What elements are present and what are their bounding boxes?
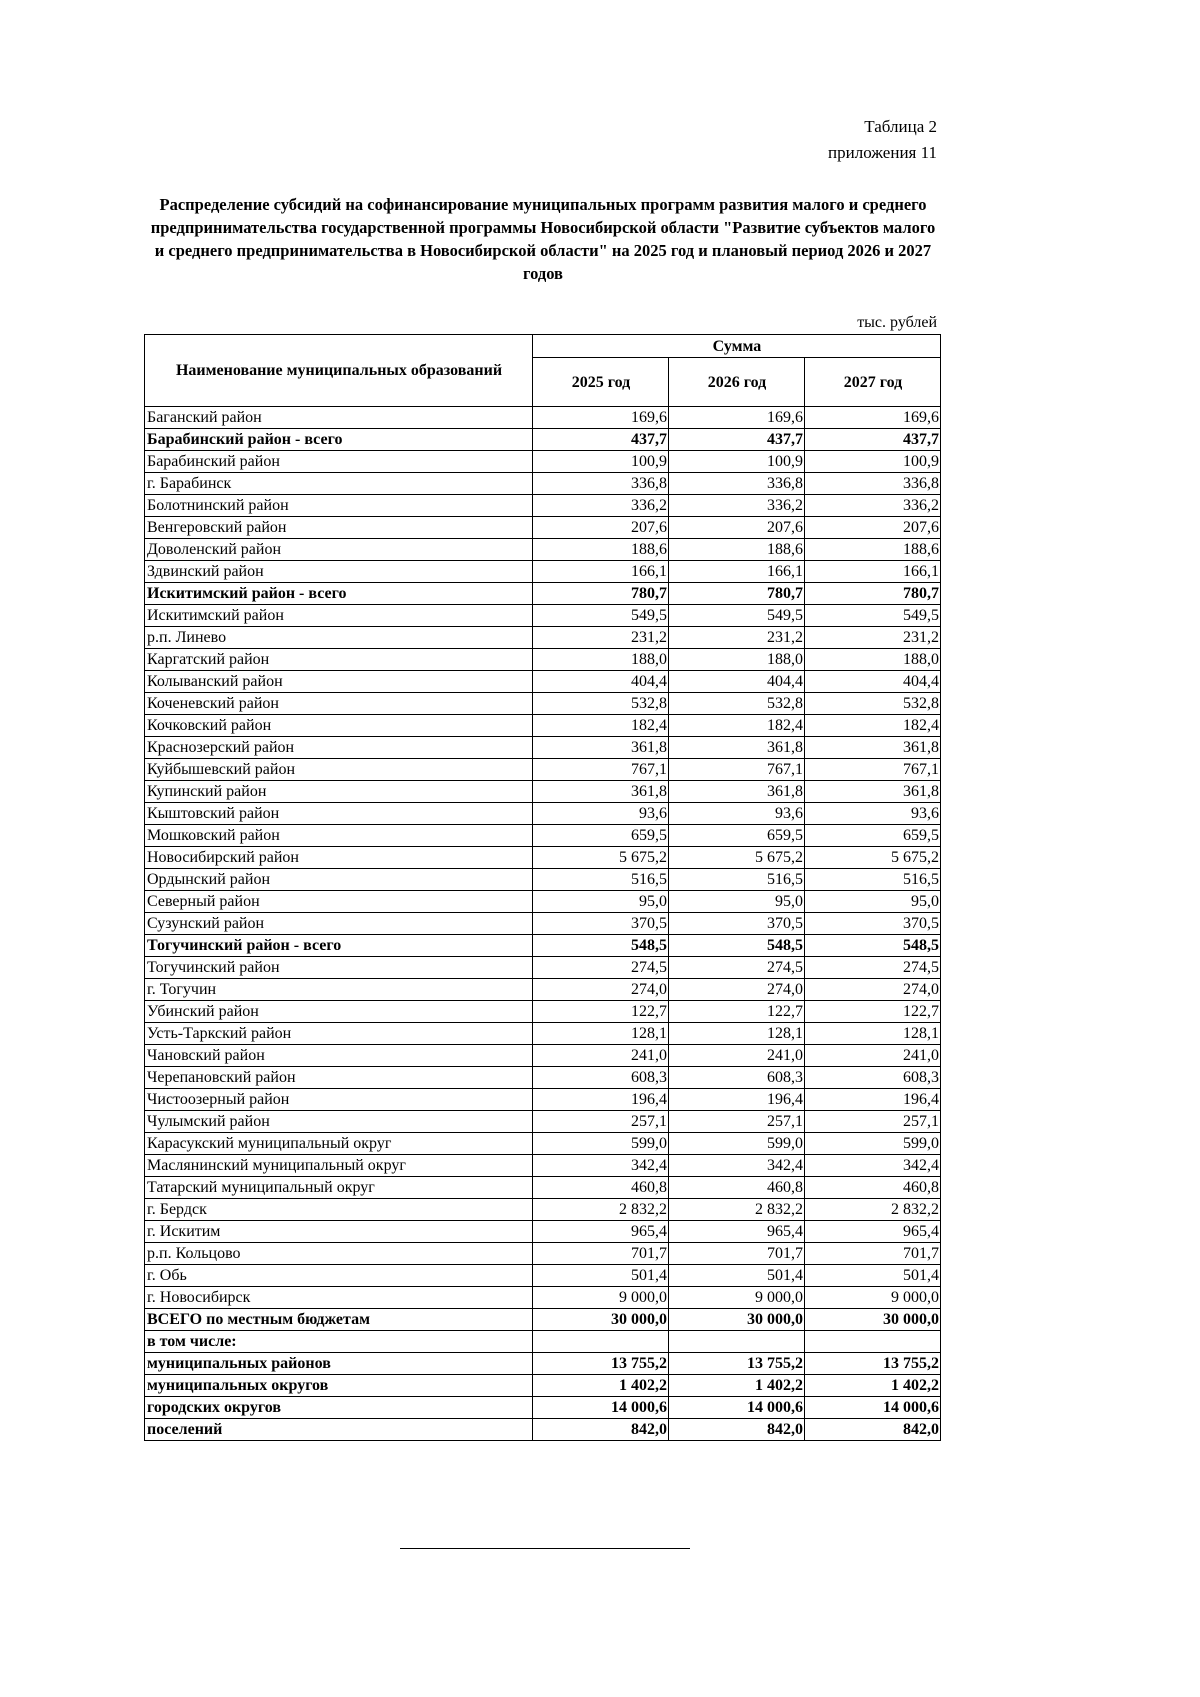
table-row xyxy=(145,473,941,495)
row-value-cell: 30 000,0 xyxy=(669,1309,805,1331)
table-row xyxy=(145,825,941,847)
closing-rule xyxy=(400,1548,690,1549)
row-value-cell: 128,1 xyxy=(669,1023,805,1045)
row-name-cell: Мошковский район xyxy=(145,825,533,847)
row-value-cell: 548,5 xyxy=(533,935,669,957)
table-row xyxy=(145,671,941,693)
table-row xyxy=(145,1287,941,1309)
table-row xyxy=(145,957,941,979)
row-value-cell: 336,2 xyxy=(669,495,805,517)
table-row xyxy=(145,649,941,671)
row-value-cell: 548,5 xyxy=(805,935,941,957)
table-row xyxy=(145,583,941,605)
row-name-cell: поселений xyxy=(145,1419,533,1441)
row-value-cell: 516,5 xyxy=(669,869,805,891)
row-value-cell: 30 000,0 xyxy=(533,1309,669,1331)
row-value-cell: 532,8 xyxy=(669,693,805,715)
table-row xyxy=(145,759,941,781)
row-value-cell: 599,0 xyxy=(805,1133,941,1155)
row-name-cell: Коченевский район xyxy=(145,693,533,715)
row-name-cell: Доволенский район xyxy=(145,539,533,561)
column-header-year: 2027 год xyxy=(805,358,941,407)
row-value-cell: 30 000,0 xyxy=(805,1309,941,1331)
row-value-cell: 460,8 xyxy=(669,1177,805,1199)
row-name-cell: Каргатский район xyxy=(145,649,533,671)
row-value-cell: 608,3 xyxy=(669,1067,805,1089)
row-value-cell: 767,1 xyxy=(533,759,669,781)
row-name-cell: Чановский район xyxy=(145,1045,533,1067)
row-name-cell: муниципальных районов xyxy=(145,1353,533,1375)
row-name-cell: Новосибирский район xyxy=(145,847,533,869)
row-value-cell: 274,0 xyxy=(533,979,669,1001)
row-value-cell xyxy=(533,1331,669,1353)
row-value-cell: 188,6 xyxy=(669,539,805,561)
table-row xyxy=(145,1111,941,1133)
row-value-cell: 95,0 xyxy=(805,891,941,913)
row-name-cell: в том числе: xyxy=(145,1331,533,1353)
row-value-cell: 599,0 xyxy=(669,1133,805,1155)
row-value-cell: 965,4 xyxy=(669,1221,805,1243)
row-value-cell: 701,7 xyxy=(805,1243,941,1265)
row-name-cell: Сузунский район xyxy=(145,913,533,935)
row-value-cell: 701,7 xyxy=(669,1243,805,1265)
table-row xyxy=(145,693,941,715)
row-value-cell: 100,9 xyxy=(805,451,941,473)
row-name-cell: Тогучинский район xyxy=(145,957,533,979)
row-name-cell: Искитимский район - всего xyxy=(145,583,533,605)
row-name-cell: Ордынский район xyxy=(145,869,533,891)
row-value-cell: 2 832,2 xyxy=(533,1199,669,1221)
table-row xyxy=(145,517,941,539)
row-value-cell: 128,1 xyxy=(533,1023,669,1045)
row-value-cell: 842,0 xyxy=(805,1419,941,1441)
row-name-cell: Татарский муниципальный округ xyxy=(145,1177,533,1199)
table-row xyxy=(145,1067,941,1089)
row-value-cell: 965,4 xyxy=(805,1221,941,1243)
row-value-cell: 93,6 xyxy=(533,803,669,825)
row-value-cell xyxy=(805,1331,941,1353)
row-name-cell: Черепановский район xyxy=(145,1067,533,1089)
row-value-cell: 169,6 xyxy=(533,407,669,429)
row-value-cell: 767,1 xyxy=(669,759,805,781)
row-name-cell: Маслянинский муниципальный округ xyxy=(145,1155,533,1177)
table-row xyxy=(145,1331,941,1353)
row-value-cell: 196,4 xyxy=(805,1089,941,1111)
row-value-cell: 196,4 xyxy=(669,1089,805,1111)
row-value-cell: 608,3 xyxy=(533,1067,669,1089)
row-value-cell: 169,6 xyxy=(669,407,805,429)
row-value-cell: 1 402,2 xyxy=(533,1375,669,1397)
row-value-cell: 599,0 xyxy=(533,1133,669,1155)
row-value-cell: 361,8 xyxy=(533,781,669,803)
row-value-cell: 257,1 xyxy=(805,1111,941,1133)
row-value-cell: 370,5 xyxy=(533,913,669,935)
row-value-cell: 842,0 xyxy=(533,1419,669,1441)
row-value-cell: 241,0 xyxy=(669,1045,805,1067)
row-value-cell: 549,5 xyxy=(533,605,669,627)
row-name-cell: Барабинский район - всего xyxy=(145,429,533,451)
row-value-cell: 548,5 xyxy=(669,935,805,957)
table-row xyxy=(145,495,941,517)
row-value-cell: 659,5 xyxy=(805,825,941,847)
row-name-cell: г. Тогучин xyxy=(145,979,533,1001)
row-value-cell: 2 832,2 xyxy=(669,1199,805,1221)
row-value-cell: 1 402,2 xyxy=(669,1375,805,1397)
row-name-cell: Куйбышевский район xyxy=(145,759,533,781)
row-value-cell: 13 755,2 xyxy=(805,1353,941,1375)
table-row xyxy=(145,913,941,935)
table-row xyxy=(145,627,941,649)
row-name-cell: Тогучинский район - всего xyxy=(145,935,533,957)
row-value-cell: 336,2 xyxy=(533,495,669,517)
subsidy-table xyxy=(144,334,941,1441)
row-value-cell: 274,0 xyxy=(669,979,805,1001)
appendix-label: приложения 11 xyxy=(828,143,937,162)
row-value-cell: 188,0 xyxy=(533,649,669,671)
row-name-cell: Кыштовский район xyxy=(145,803,533,825)
table-body xyxy=(145,407,941,1441)
row-value-cell: 182,4 xyxy=(533,715,669,737)
row-name-cell: Венгеровский район xyxy=(145,517,533,539)
row-value-cell: 274,0 xyxy=(805,979,941,1001)
row-value-cell: 188,6 xyxy=(533,539,669,561)
row-value-cell: 404,4 xyxy=(805,671,941,693)
row-value-cell: 501,4 xyxy=(805,1265,941,1287)
table-row xyxy=(145,803,941,825)
row-value-cell: 780,7 xyxy=(669,583,805,605)
row-value-cell: 5 675,2 xyxy=(805,847,941,869)
row-name-cell: г. Бердск xyxy=(145,1199,533,1221)
table-row xyxy=(145,1419,941,1441)
row-name-cell: Убинский район xyxy=(145,1001,533,1023)
row-value-cell: 437,7 xyxy=(533,429,669,451)
row-value-cell: 965,4 xyxy=(533,1221,669,1243)
row-name-cell: г. Искитим xyxy=(145,1221,533,1243)
row-name-cell: Северный район xyxy=(145,891,533,913)
row-name-cell: г. Обь xyxy=(145,1265,533,1287)
table-row xyxy=(145,605,941,627)
row-value-cell: 13 755,2 xyxy=(533,1353,669,1375)
row-value-cell: 5 675,2 xyxy=(533,847,669,869)
row-value-cell: 767,1 xyxy=(805,759,941,781)
row-value-cell: 169,6 xyxy=(805,407,941,429)
table-header xyxy=(145,335,941,407)
table-row xyxy=(145,935,941,957)
row-name-cell: р.п. Линево xyxy=(145,627,533,649)
table-row xyxy=(145,1199,941,1221)
row-value-cell: 182,4 xyxy=(669,715,805,737)
row-value-cell: 361,8 xyxy=(805,781,941,803)
row-value-cell: 95,0 xyxy=(669,891,805,913)
table-row xyxy=(145,1309,941,1331)
table-row xyxy=(145,737,941,759)
table-row xyxy=(145,1221,941,1243)
table-row xyxy=(145,891,941,913)
column-header-year: 2025 год xyxy=(533,358,669,407)
row-value-cell: 274,5 xyxy=(533,957,669,979)
row-value-cell: 342,4 xyxy=(533,1155,669,1177)
row-value-cell: 5 675,2 xyxy=(669,847,805,869)
row-value-cell: 361,8 xyxy=(533,737,669,759)
row-value-cell: 122,7 xyxy=(533,1001,669,1023)
row-name-cell: Искитимский район xyxy=(145,605,533,627)
row-name-cell: г. Новосибирск xyxy=(145,1287,533,1309)
row-value-cell: 14 000,6 xyxy=(669,1397,805,1419)
row-value-cell: 780,7 xyxy=(805,583,941,605)
row-value-cell: 532,8 xyxy=(805,693,941,715)
table-row xyxy=(145,1133,941,1155)
row-value-cell: 166,1 xyxy=(805,561,941,583)
row-value-cell: 361,8 xyxy=(669,737,805,759)
row-name-cell: Усть-Таркский район xyxy=(145,1023,533,1045)
column-header-year: 2026 год xyxy=(669,358,805,407)
row-name-cell: Краснозерский район xyxy=(145,737,533,759)
row-value-cell: 93,6 xyxy=(805,803,941,825)
row-value-cell: 549,5 xyxy=(669,605,805,627)
row-value-cell: 608,3 xyxy=(805,1067,941,1089)
row-value-cell: 701,7 xyxy=(533,1243,669,1265)
table-row xyxy=(145,715,941,737)
row-value-cell: 336,8 xyxy=(669,473,805,495)
row-value-cell: 100,9 xyxy=(533,451,669,473)
column-header-name: Наименование муниципальных образований xyxy=(145,335,533,407)
table-row xyxy=(145,451,941,473)
row-name-cell: городских округов xyxy=(145,1397,533,1419)
row-value-cell: 659,5 xyxy=(669,825,805,847)
row-value-cell: 516,5 xyxy=(805,869,941,891)
row-value-cell: 166,1 xyxy=(669,561,805,583)
row-value-cell: 257,1 xyxy=(533,1111,669,1133)
row-value-cell: 9 000,0 xyxy=(669,1287,805,1309)
row-value-cell: 122,7 xyxy=(805,1001,941,1023)
table-row xyxy=(145,1089,941,1111)
row-value-cell: 659,5 xyxy=(533,825,669,847)
row-value-cell: 361,8 xyxy=(805,737,941,759)
table-row xyxy=(145,869,941,891)
row-value-cell: 166,1 xyxy=(533,561,669,583)
row-value-cell: 274,5 xyxy=(805,957,941,979)
table-row xyxy=(145,561,941,583)
row-value-cell: 342,4 xyxy=(669,1155,805,1177)
row-value-cell: 336,8 xyxy=(805,473,941,495)
row-name-cell: Кочковский район xyxy=(145,715,533,737)
row-value-cell: 207,6 xyxy=(669,517,805,539)
row-value-cell: 9 000,0 xyxy=(805,1287,941,1309)
table-row xyxy=(145,1397,941,1419)
table-row xyxy=(145,539,941,561)
row-value-cell: 1 402,2 xyxy=(805,1375,941,1397)
row-name-cell: Барабинский район xyxy=(145,451,533,473)
row-value-cell: 231,2 xyxy=(669,627,805,649)
table-row xyxy=(145,781,941,803)
row-value-cell: 188,0 xyxy=(669,649,805,671)
units-label: тыс. рублей xyxy=(857,314,937,331)
row-value-cell: 14 000,6 xyxy=(805,1397,941,1419)
row-value-cell: 532,8 xyxy=(533,693,669,715)
table-row xyxy=(145,979,941,1001)
row-value-cell: 122,7 xyxy=(669,1001,805,1023)
row-value-cell xyxy=(669,1331,805,1353)
table-row xyxy=(145,1045,941,1067)
row-name-cell: Баганский район xyxy=(145,407,533,429)
table-row xyxy=(145,1177,941,1199)
table-label: Таблица 2 xyxy=(864,117,937,136)
row-value-cell: 501,4 xyxy=(669,1265,805,1287)
row-name-cell: ВСЕГО по местным бюджетам xyxy=(145,1309,533,1331)
row-value-cell: 370,5 xyxy=(669,913,805,935)
row-name-cell: муниципальных округов xyxy=(145,1375,533,1397)
row-name-cell: Здвинский район xyxy=(145,561,533,583)
row-name-cell: Карасукский муниципальный округ xyxy=(145,1133,533,1155)
row-value-cell: 342,4 xyxy=(805,1155,941,1177)
row-value-cell: 516,5 xyxy=(533,869,669,891)
row-value-cell: 95,0 xyxy=(533,891,669,913)
table-row xyxy=(145,1001,941,1023)
row-value-cell: 370,5 xyxy=(805,913,941,935)
row-name-cell: Чулымский район xyxy=(145,1111,533,1133)
row-value-cell: 188,0 xyxy=(805,649,941,671)
row-value-cell: 460,8 xyxy=(533,1177,669,1199)
column-header-sum: Сумма xyxy=(533,335,941,358)
row-value-cell: 9 000,0 xyxy=(533,1287,669,1309)
row-value-cell: 437,7 xyxy=(669,429,805,451)
row-value-cell: 257,1 xyxy=(669,1111,805,1133)
row-value-cell: 361,8 xyxy=(669,781,805,803)
row-value-cell: 188,6 xyxy=(805,539,941,561)
row-name-cell: Болотнинский район xyxy=(145,495,533,517)
table-row xyxy=(145,847,941,869)
table-row xyxy=(145,1155,941,1177)
table-row xyxy=(145,1243,941,1265)
row-value-cell: 437,7 xyxy=(805,429,941,451)
row-value-cell: 100,9 xyxy=(669,451,805,473)
row-value-cell: 14 000,6 xyxy=(533,1397,669,1419)
row-name-cell: р.п. Кольцово xyxy=(145,1243,533,1265)
table-row xyxy=(145,1375,941,1397)
row-value-cell: 842,0 xyxy=(669,1419,805,1441)
row-value-cell: 241,0 xyxy=(805,1045,941,1067)
table-row xyxy=(145,1265,941,1287)
row-name-cell: Колыванский район xyxy=(145,671,533,693)
row-value-cell: 207,6 xyxy=(533,517,669,539)
row-value-cell: 549,5 xyxy=(805,605,941,627)
row-value-cell: 196,4 xyxy=(533,1089,669,1111)
row-value-cell: 274,5 xyxy=(669,957,805,979)
table-row xyxy=(145,1023,941,1045)
row-value-cell: 460,8 xyxy=(805,1177,941,1199)
row-value-cell: 501,4 xyxy=(533,1265,669,1287)
row-value-cell: 231,2 xyxy=(533,627,669,649)
table-row xyxy=(145,1353,941,1375)
row-value-cell: 207,6 xyxy=(805,517,941,539)
row-value-cell: 780,7 xyxy=(533,583,669,605)
row-value-cell: 241,0 xyxy=(533,1045,669,1067)
row-value-cell: 128,1 xyxy=(805,1023,941,1045)
row-value-cell: 231,2 xyxy=(805,627,941,649)
row-name-cell: г. Барабинск xyxy=(145,473,533,495)
row-value-cell: 2 832,2 xyxy=(805,1199,941,1221)
row-value-cell: 404,4 xyxy=(669,671,805,693)
document-title: Распределение субсидий на софинансирование муниципальных программ развития малого и среднего предпринимательства государственной программы Новосибирской области "Развитие субъектов малого и среднего предпринимательства в Новосибирской области" на 2025 год и плановый период 2026 и 2027 годов xyxy=(150,195,936,283)
row-value-cell: 336,8 xyxy=(533,473,669,495)
row-name-cell: Купинский район xyxy=(145,781,533,803)
row-value-cell: 182,4 xyxy=(805,715,941,737)
row-value-cell: 404,4 xyxy=(533,671,669,693)
table-row xyxy=(145,429,941,451)
row-name-cell: Чистоозерный район xyxy=(145,1089,533,1111)
row-value-cell: 93,6 xyxy=(669,803,805,825)
table-row xyxy=(145,407,941,429)
row-value-cell: 336,2 xyxy=(805,495,941,517)
row-value-cell: 13 755,2 xyxy=(669,1353,805,1375)
